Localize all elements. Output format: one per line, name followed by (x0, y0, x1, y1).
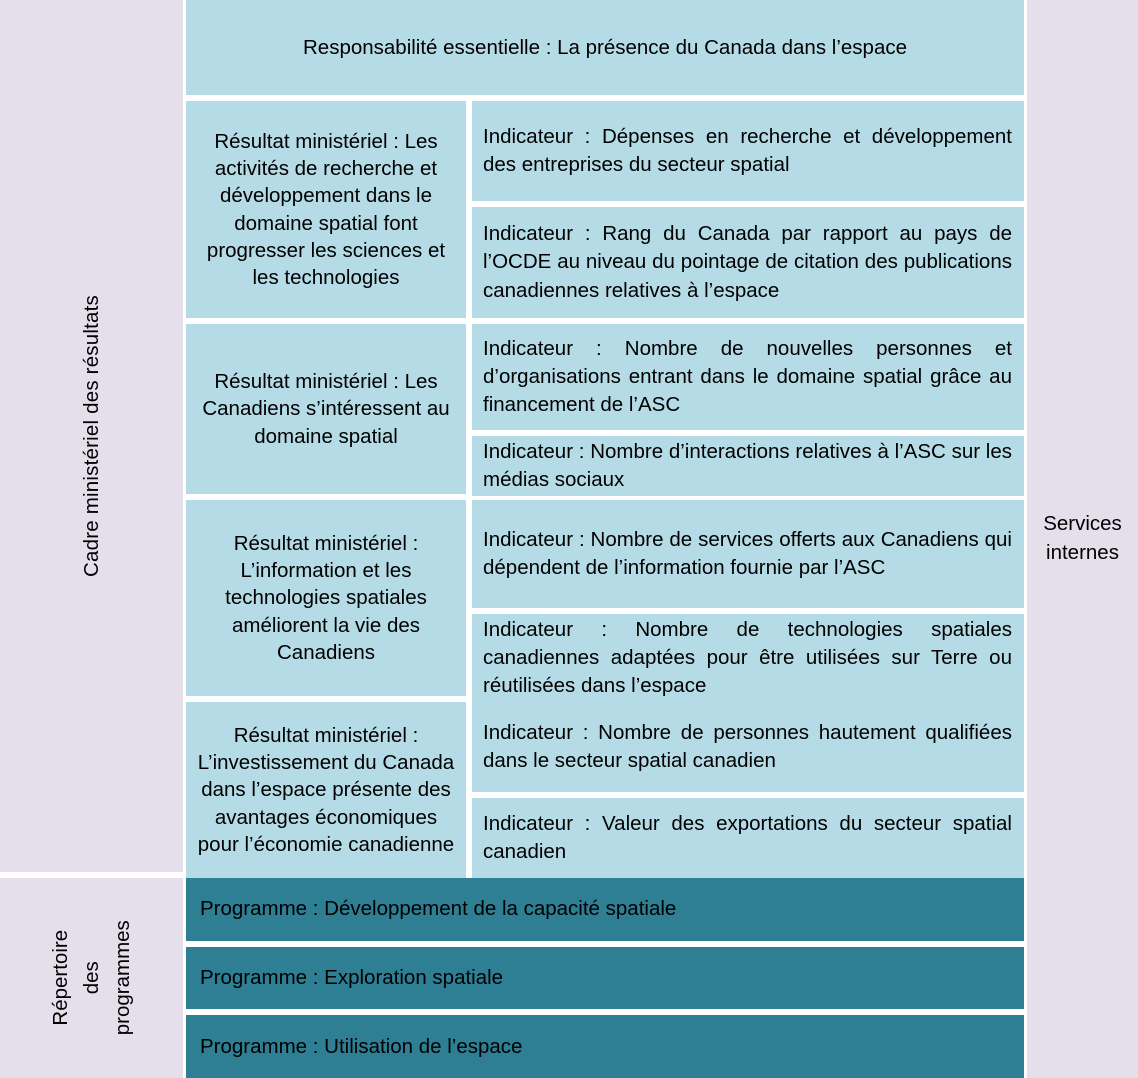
result-row (186, 500, 1024, 696)
rail-program-inventory-line-1: Répertoire (48, 930, 72, 1026)
rail-program-inventory-line-2: des (79, 961, 103, 995)
rail-program-inventory-label (45, 920, 138, 1035)
indicator-text: Indicateur : Nombre d’interactions relatives à l’ASC sur les médias sociaux (483, 440, 1012, 492)
programme-bar: Programme : Exploration spatiale (186, 947, 1024, 1010)
indicator-cell (472, 436, 1024, 496)
indicator-cell (472, 101, 1024, 201)
main-content-column (186, 0, 1024, 1078)
result-row (186, 101, 1024, 318)
indicator-cell (472, 614, 1024, 702)
indicator-stack (472, 101, 1024, 318)
internal-services-label (1043, 510, 1122, 567)
internal-services-line-1: Services (1043, 512, 1122, 536)
indicator-text: Indicateur : Nombre de services offerts aux Canadiens qui dépendent de l’information fournie par l’ASC (483, 527, 1012, 579)
indicator-stack (472, 702, 1024, 878)
internal-services-line-2: internes (1046, 541, 1119, 564)
indicator-stack (472, 324, 1024, 494)
departmental-result-cell: Résultat ministériel : Les activités de recherche et développement dans le domaine spatial font progresser les sciences et les technologies (186, 101, 466, 318)
left-rail (0, 0, 183, 1078)
departmental-result-cell: Résultat ministériel : L’investissement du Canada dans l’espace présente des avantages économiques pour l’économie canadienne (186, 702, 466, 878)
indicator-cell (472, 324, 1024, 430)
result-row (186, 324, 1024, 494)
programme-bar: Programme : Développement de la capacité spatiale (186, 878, 1024, 941)
indicator-text: Indicateur : Nombre de nouvelles personnes et d’organisations entrant dans le domaine spatial grâce au financement de l’ASC (483, 336, 1012, 417)
indicator-cell (472, 500, 1024, 608)
programme-list (186, 872, 1024, 1078)
indicator-text: Indicateur : Nombre de technologies spatiales canadiennes adaptées pour être utilisées sur Terre ou réutilisées dans l’espace (483, 618, 1012, 698)
result-row (186, 702, 1024, 878)
internal-services-rail (1027, 0, 1138, 1078)
indicator-cell (472, 207, 1024, 318)
departmental-result-cell: Résultat ministériel : L’information et les technologies spatiales améliorent la vie des Canadiens (186, 500, 466, 696)
rail-program-inventory-line-3: programmes (111, 920, 135, 1036)
indicator-text: Indicateur : Dépenses en recherche et développement des entreprises du secteur spatial (483, 124, 1012, 176)
programme-bar: Programme : Utilisation de l’espace (186, 1015, 1024, 1078)
departmental-result-cell: Résultat ministériel : Les Canadiens s’intéressent au domaine spatial (186, 324, 466, 494)
rail-results-framework (0, 0, 183, 872)
indicator-cell (472, 702, 1024, 792)
indicator-text: Indicateur : Nombre de personnes hautement qualifiées dans le secteur spatial canadien (483, 720, 1012, 772)
rail-program-inventory (0, 878, 183, 1078)
indicator-text: Indicateur : Rang du Canada par rapport au pays de l’OCDE au niveau du pointage de citation des publications canadiennes relatives à l’espace (483, 222, 1012, 302)
core-responsibility-banner: Responsabilité essentielle : La présence du Canada dans l’espace (186, 0, 1024, 95)
indicator-text: Indicateur : Valeur des exportations du secteur spatial canadien (483, 811, 1012, 863)
results-area (186, 101, 1024, 872)
indicator-stack (472, 500, 1024, 696)
rail-results-framework-label: Cadre ministériel des résultats (79, 295, 103, 577)
indicator-cell (472, 798, 1024, 878)
